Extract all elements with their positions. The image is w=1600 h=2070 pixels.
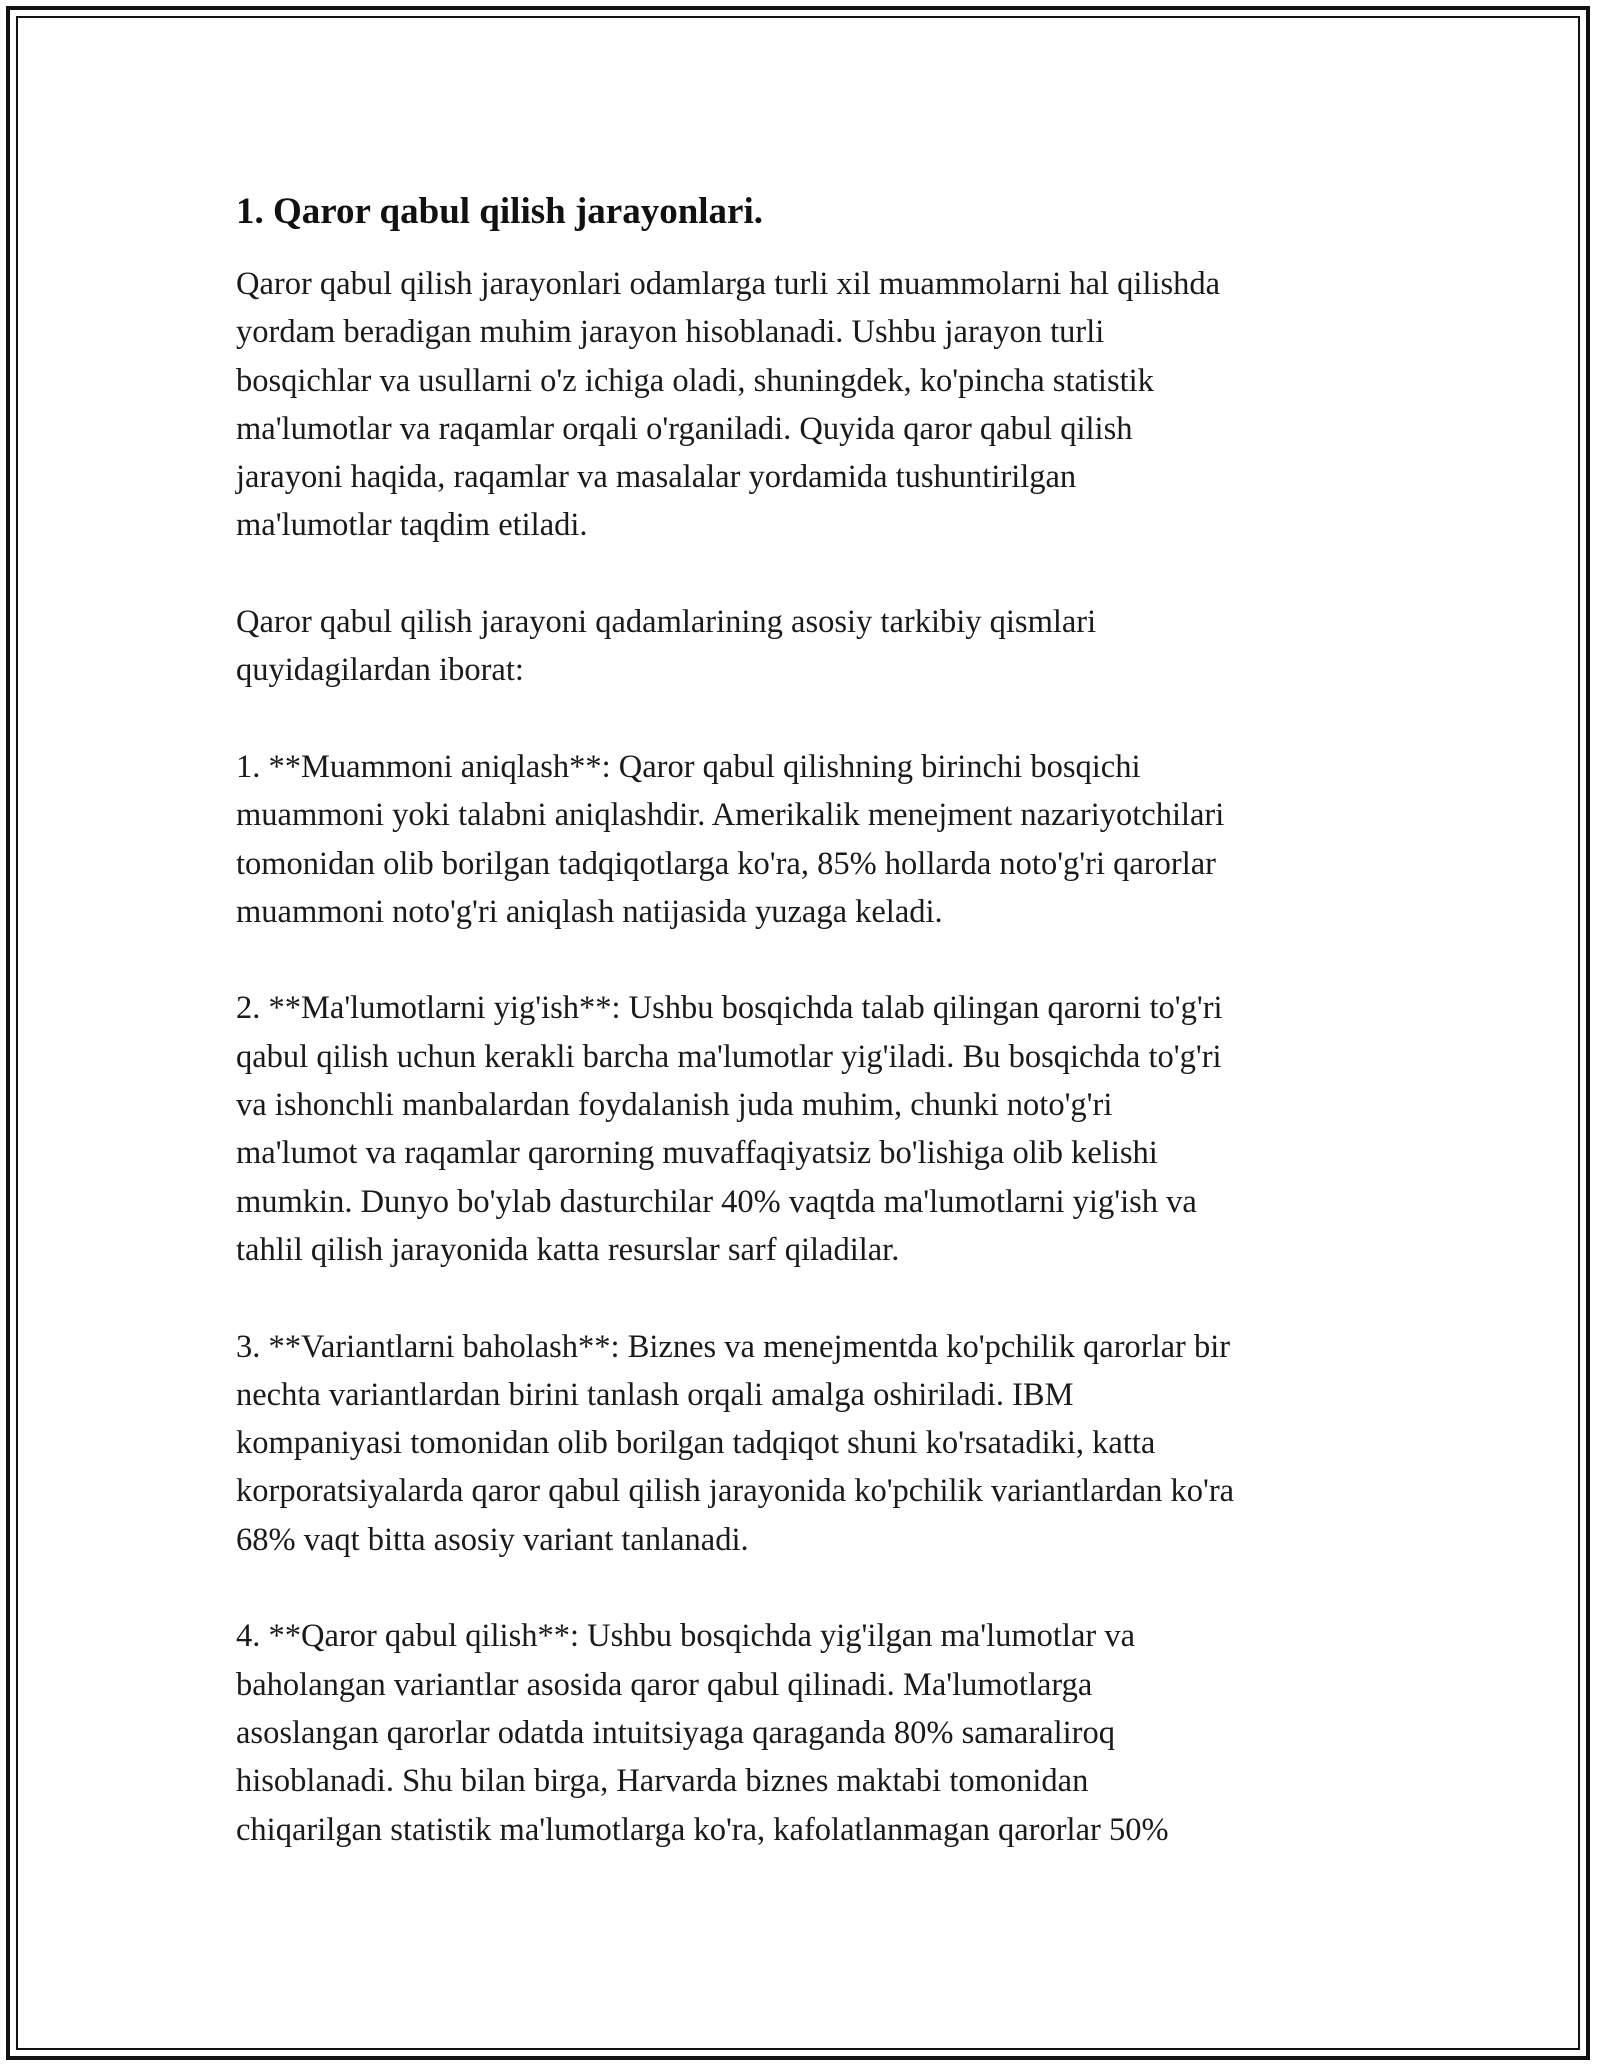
document-body	[236, 188, 1376, 1854]
section-heading: 1. Qaror qabul qilish jarayonlari.	[236, 191, 763, 232]
step-4-paragraph: 4. **Qaror qabul qilish**: Ushbu bosqichda yig'ilgan ma'lumotlar va baholangan variantlar asosida qaror qabul qilinadi. Ma'lumotlarga asoslangan qarorlar odatda intuitsiyaga qaraganda 80% samaraliroq hisoblanadi. Shu bilan birga, Harvarda biznes maktabi tomonidan chiqarilgan statistik ma'lumotlarga ko'ra, kafolatlanmagan qarorlar 50%	[236, 1618, 1169, 1848]
paragraph-spacer	[236, 936, 1376, 984]
paragraph-spacer	[236, 550, 1376, 598]
paragraph-spacer	[236, 1274, 1376, 1322]
paragraph-spacer	[236, 695, 1376, 743]
intro-paragraph: Qaror qabul qilish jarayonlari odamlarga turli xil muammolarni hal qilishda yordam beradigan muhim jarayon hisoblanadi. Ushbu jarayon turli bosqichlar va usullarni o'z ichiga oladi, shuningdek, ko'pincha statistik ma'lumotlar va raqamlar orqali o'rganiladi. Quyida qaror qabul qilish jarayoni haqida, raqamlar va masalalar yordamida tushuntirilgan ma'lumotlar taqdim etiladi.	[236, 266, 1221, 544]
step-3-paragraph: 3. **Variantlarni baholash**: Biznes va menejmentda ko'pchilik qarorlar bir nechta variantlardan birini tanlash orqali amalga oshiriladi. IBM kompaniyasi tomonidan olib borilgan tadqiqot shuni ko'rsatadiki, katta korporatsiyalarda qaror qabul qilish jarayonida ko'pchilik variantlardan ko'ra 68% vaqt bitta asosiy variant tanlanadi.	[236, 1328, 1235, 1558]
step-1-paragraph: 1. **Muammoni aniqlash**: Qaror qabul qilishning birinchi bosqichi muammoni yoki talabni aniqlashdir. Amerikalik menejment nazariyotchilari tomonidan olib borilgan tadqiqotlarga ko'ra, 85% hollarda noto'g'ri qarorlar muammoni noto'g'ri aniqlash natijasida yuzaga keladi.	[236, 748, 1225, 930]
paragraph-spacer	[236, 1564, 1376, 1612]
step-2-paragraph: 2. **Ma'lumotlarni yig'ish**: Ushbu bosqichda talab qilingan qarorni to'g'ri qabul qilish uchun kerakli barcha ma'lumotlar yig'iladi. Bu bosqichda to'g'ri va ishonchli manbalardan foydalanish juda muhim, chunki noto'g'ri ma'lumot va raqamlar qarorning muvaffaqiyatsiz bo'lishiga olib kelishi mumkin. Dunyo bo'ylab dasturchilar 40% vaqtda ma'lumotlarni yig'ish va tahlil qilish jarayonida katta resurslar sarf qiladilar.	[236, 990, 1223, 1268]
components-intro-paragraph: Qaror qabul qilish jarayoni qadamlarining asosiy tarkibiy qismlari quyidagilardan iborat:	[236, 604, 1097, 689]
